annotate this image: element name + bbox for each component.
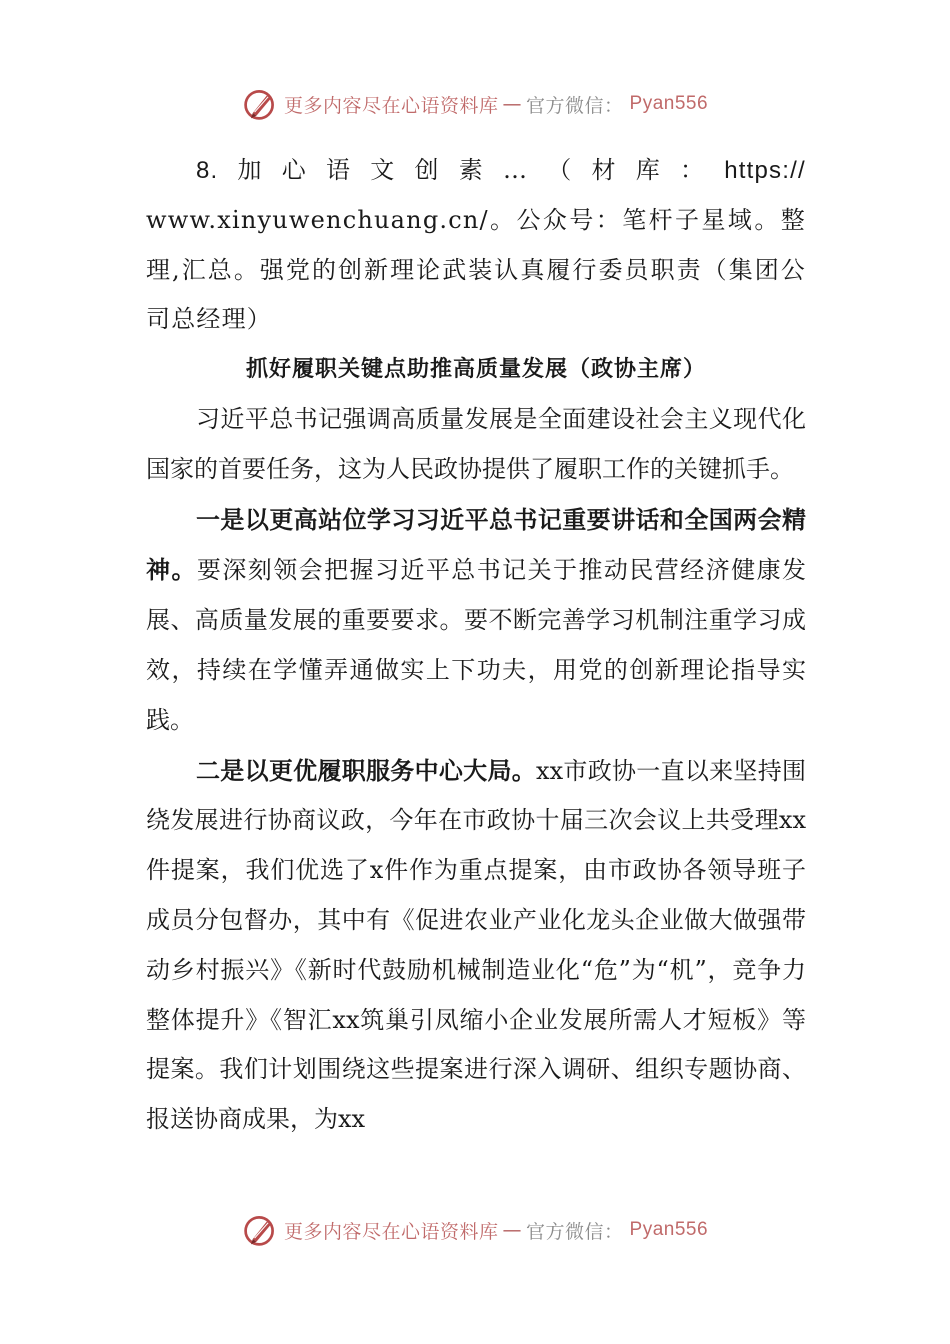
banner-wechat-id: Pyan556 [629,93,709,114]
point-1-body: 要深刻领会把握习近平总书记关于推动民营经济健康发展、高质量发展的重要要求。要不断完善学习机制注重学习成效，持续在学懂弄通做实上下功夫，用党的创新理论指导实践。 [146,556,807,734]
banner-dash: — [502,1219,522,1241]
point-1-lead: 一是以更高站位学习习近平总书记重要讲话和全国两会精神。 [146,504,806,585]
item-8-paragraph [146,146,806,345]
pen-nib-logo-icon [242,86,278,122]
point-1-paragraph [146,495,806,746]
section-heading: 抓好履职关键点助推高质量发展（政协主席） [245,356,706,383]
intro-paragraph: 习近平总书记强调高质量发展是全面建设社会主义现代化国家的首要任务，这为人民政协提供了履职工作的关键抓手。 [146,404,806,483]
document-body [146,146,806,1145]
banner-dash: — [502,93,522,115]
point-2-paragraph [146,746,806,1145]
item-char: 加 [237,156,263,184]
item-char: 语 [325,156,352,184]
banner-separator: ： [604,94,624,117]
item-8-first-line [146,146,806,196]
item-char: 素 [458,156,484,184]
item-char: （ [547,156,573,184]
banner-wechat-id: Pyan556 [629,1219,709,1240]
item-char: 创 [414,156,440,184]
banner-wechat-label: 官方微信 [525,94,604,117]
item-char: 库 [635,156,661,184]
item-link-start: https:// [724,157,806,184]
item-char: ： [679,156,706,184]
item-char: 文 [370,156,396,184]
item-char: … [502,156,529,184]
banner-text: 更多内容尽在心语资料库 [283,1220,499,1243]
banner-wechat-label: 官方微信 [525,1220,604,1243]
item-8-rest: www.xinyuwenchuang.cn/。公众号：笔杆子星域。整理,汇总。强党的创新理论武装认真履行委员职责（集团公司总经理） [146,205,806,334]
banner-separator: ： [604,1220,624,1243]
pen-nib-logo-icon [242,1212,278,1248]
item-char: 心 [281,156,307,184]
banner-text: 更多内容尽在心语资料库 [283,94,499,117]
point-2-lead: 二是以更优履职服务中心大局。 [196,755,537,785]
item-char: 材 [591,156,617,184]
point-2-body: xx市政协一直以来坚持围绕发展进行协商议政，今年在市政协十届三次会议上共受理xx件提案，我们优选了x件作为重点提案，由市政协各领导班子成员分包督办，其中有《促进农业产业化龙头企业做大做强带动乡村振兴》《新时代鼓励机械制造业化“危”为“机”，竞争力整体提升》《智汇xx筑巢引凤缩小企业发展所需人才短板》等提案。我们计划围绕这些提案进行深入调研、组织专题协商、报送协商成果，为xx [146,756,807,1134]
item-number: 8. [196,157,219,184]
header-banner [0,82,950,126]
footer-banner [0,1208,950,1252]
